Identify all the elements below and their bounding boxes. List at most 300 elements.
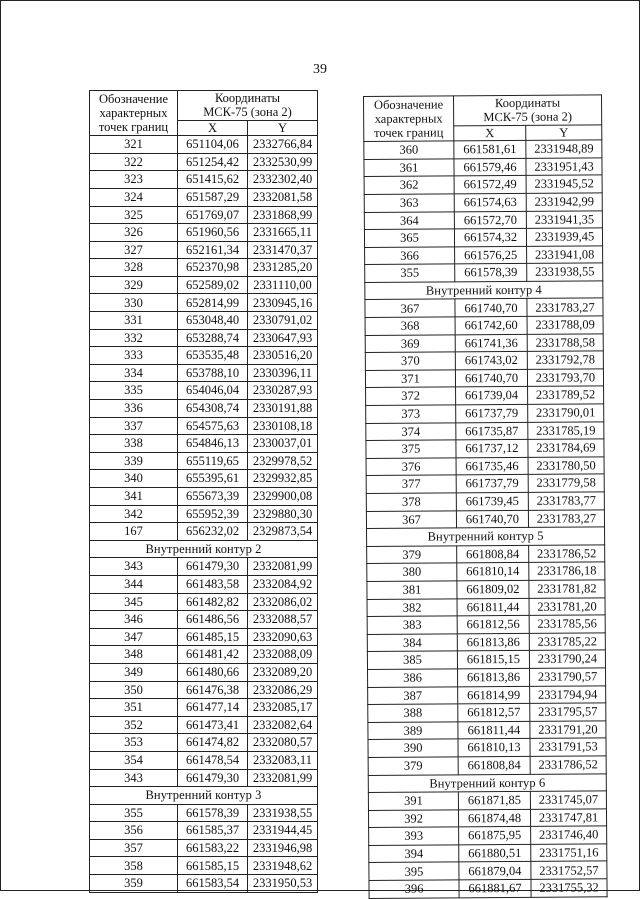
point-number-cell: 375 [366, 440, 456, 458]
x-coordinate-cell: 661578,39 [178, 804, 248, 822]
table-row [366, 439, 604, 458]
point-number-cell: 355 [365, 264, 455, 282]
table-row [90, 470, 318, 488]
table-row [368, 791, 606, 810]
x-coordinate-cell: 651587,29 [178, 188, 248, 206]
x-coordinate-cell: 651104,06 [178, 136, 248, 154]
point-number-cell: 386 [368, 669, 458, 687]
table-row [364, 175, 602, 194]
contour-group-title: Внутренний контур 6 [368, 773, 606, 792]
coords-header-line1: Координаты [214, 91, 281, 105]
y-coordinate-cell: 2331794,94 [530, 685, 606, 703]
y-coordinate-cell: 2332081,99 [248, 769, 318, 787]
table-row [90, 400, 318, 418]
table-row [365, 246, 603, 265]
x-coordinate-cell: 661879,04 [459, 862, 531, 880]
point-number-cell: 378 [366, 493, 456, 511]
x-coordinate-cell: 651960,56 [178, 224, 248, 242]
table-row [90, 224, 318, 242]
x-coordinate-cell: 654046,04 [178, 382, 248, 400]
y-coordinate-cell: 2330108,18 [248, 417, 318, 435]
y-coordinate-cell: 2332090,63 [248, 628, 318, 646]
y-coordinate-cell: 2331746,40 [531, 826, 607, 844]
y-coordinate-cell: 2331783,77 [528, 492, 604, 510]
y-coordinate-cell: 2331948,89 [526, 140, 602, 158]
x-coordinate-cell: 661739,04 [456, 387, 528, 405]
page-number: 39 [313, 62, 327, 77]
point-number-cell: 342 [90, 505, 178, 523]
table-row [365, 316, 603, 335]
contour-group-title: Внутренний контур 4 [365, 281, 603, 300]
x-coordinate-cell: 661583,54 [178, 875, 248, 893]
table-row [90, 452, 318, 470]
x-coordinate-cell: 661880,51 [459, 844, 531, 862]
point-number-cell: 364 [364, 211, 454, 229]
point-number-cell: 358 [90, 857, 178, 875]
y-coordinate-cell: 2331785,56 [529, 615, 605, 633]
table-row [90, 136, 318, 154]
point-number-cell: 340 [90, 470, 178, 488]
y-coordinate-cell: 2331945,52 [526, 175, 602, 193]
point-number-cell: 343 [90, 558, 178, 576]
x-coordinate-cell: 661740,70 [456, 510, 528, 528]
y-coordinate-cell: 2331793,70 [527, 369, 603, 387]
x-coordinate-cell: 661875,95 [459, 827, 531, 845]
table-row [90, 488, 318, 506]
table-row [366, 509, 604, 528]
table-row [369, 826, 607, 845]
table-row [368, 703, 606, 722]
table-row [90, 276, 318, 294]
x-coordinate-cell: 661735,87 [456, 422, 528, 440]
x-coordinate-cell: 661740,70 [455, 369, 527, 387]
point-number-cell: 384 [367, 634, 457, 652]
contour-group-row [368, 773, 606, 792]
table-row [365, 351, 603, 370]
table-row [90, 875, 318, 893]
point-number-cell: 396 [369, 880, 459, 898]
table-row [366, 421, 604, 440]
table-row [367, 615, 605, 634]
y-coordinate-cell: 2332086,02 [248, 593, 318, 611]
table-row [90, 435, 318, 453]
point-number-cell: 374 [366, 422, 456, 440]
y-header: Y [526, 125, 602, 141]
x-header: X [178, 120, 248, 135]
table-row [90, 558, 318, 576]
y-coordinate-cell: 2331941,35 [526, 210, 602, 228]
point-number-cell: 333 [90, 347, 178, 365]
y-coordinate-cell: 2330647,93 [248, 329, 318, 347]
table-row [90, 347, 318, 365]
point-number-cell: 381 [367, 581, 457, 599]
x-coordinate-cell: 661473,41 [178, 716, 248, 734]
point-header-line1: Обозначение [98, 91, 169, 106]
point-number-cell: 393 [369, 827, 459, 845]
x-coordinate-cell: 651415,62 [178, 171, 248, 189]
table-row [90, 716, 318, 734]
x-coordinate-cell: 661874,48 [458, 809, 530, 827]
contour-group-title: Внутренний контур 2 [90, 540, 318, 558]
point-number-cell: 327 [90, 241, 178, 259]
x-coordinate-cell: 653048,40 [178, 312, 248, 330]
point-number-cell: 390 [368, 739, 458, 757]
point-number-cell: 373 [366, 405, 456, 423]
x-coordinate-cell: 652370,98 [178, 259, 248, 277]
point-header-line2: характерных [99, 105, 168, 120]
y-coordinate-cell: 2331751,16 [531, 844, 607, 862]
y-coordinate-cell: 2332081,58 [248, 188, 318, 206]
x-coordinate-cell: 661579,46 [454, 158, 526, 176]
x-coordinate-cell: 661574,63 [454, 193, 526, 211]
point-number-cell: 331 [90, 312, 178, 330]
table-row [90, 751, 318, 769]
x-coordinate-cell: 651254,42 [178, 153, 248, 171]
coords-header-line1: Координаты [494, 95, 561, 111]
table-row [368, 809, 606, 828]
point-number-cell: 339 [90, 452, 178, 470]
table-row [90, 153, 318, 171]
table-row [90, 188, 318, 206]
y-coordinate-cell: 2331779,58 [528, 474, 604, 492]
point-number-cell: 392 [368, 810, 458, 828]
x-coordinate-cell: 661808,84 [458, 756, 530, 774]
y-coordinate-cell: 2331781,82 [529, 580, 605, 598]
y-coordinate-cell: 2332082,64 [248, 716, 318, 734]
x-coordinate-cell: 661741,36 [455, 334, 527, 352]
x-coordinate-cell: 661737,79 [456, 404, 528, 422]
x-coordinate-cell: 661485,15 [178, 628, 248, 646]
point-number-cell: 332 [90, 329, 178, 347]
table-row [366, 386, 604, 405]
x-coordinate-cell: 661572,49 [454, 176, 526, 194]
y-coordinate-cell: 2331948,62 [248, 857, 318, 875]
table-row [365, 333, 603, 352]
table-row [365, 298, 603, 317]
point-number-cell: 337 [90, 417, 178, 435]
point-number-cell: 355 [90, 804, 178, 822]
point-number-cell: 341 [90, 488, 178, 506]
table-row [90, 646, 318, 664]
x-coordinate-cell: 661486,56 [178, 611, 248, 629]
point-number-cell: 367 [365, 299, 455, 317]
y-coordinate-cell: 2331790,24 [529, 650, 605, 668]
y-coordinate-cell: 2331786,18 [529, 562, 605, 580]
y-coordinate-cell: 2331786,52 [530, 756, 606, 774]
point-number-cell: 351 [90, 699, 178, 717]
x-coordinate-cell: 661881,67 [459, 879, 531, 897]
x-coordinate-cell: 661585,15 [178, 857, 248, 875]
point-number-cell: 367 [366, 510, 456, 528]
y-coordinate-cell: 2331790,57 [529, 668, 605, 686]
y-coordinate-cell: 2331110,00 [248, 276, 318, 294]
contour-group-row [365, 281, 603, 300]
table-row [90, 734, 318, 752]
point-number-cell: 330 [90, 294, 178, 312]
x-coordinate-cell: 655395,61 [178, 470, 248, 488]
table-row [364, 210, 602, 229]
table-row [367, 597, 605, 616]
point-number-cell: 382 [367, 598, 457, 616]
contour-group-row [90, 540, 318, 558]
point-number-cell: 325 [90, 206, 178, 224]
x-coordinate-cell: 661572,70 [454, 211, 526, 229]
point-number-cell: 350 [90, 681, 178, 699]
x-coordinate-cell: 661585,37 [178, 822, 248, 840]
point-number-cell: 344 [90, 575, 178, 593]
coordinates-table-right [363, 94, 608, 898]
x-coordinate-cell: 661735,46 [456, 457, 528, 475]
x-coordinate-cell: 661814,99 [458, 686, 530, 704]
point-number-cell: 336 [90, 400, 178, 418]
contour-group-title: Внутренний контур 5 [367, 527, 605, 546]
x-coordinate-cell: 661480,66 [178, 663, 248, 681]
y-coordinate-cell: 2331747,81 [530, 809, 606, 827]
table-row [90, 822, 318, 840]
coordinates-table-left [89, 90, 318, 893]
x-coordinate-cell: 653788,10 [178, 364, 248, 382]
x-header: X [454, 125, 526, 141]
point-number-cell: 366 [365, 247, 455, 265]
x-coordinate-cell: 661576,25 [455, 246, 527, 264]
table-row [90, 294, 318, 312]
x-coordinate-cell: 661737,79 [456, 475, 528, 493]
contour-group-row [90, 787, 318, 805]
table-row [367, 562, 605, 581]
point-number-cell: 167 [90, 523, 178, 541]
table-row [90, 769, 318, 787]
table-row [369, 844, 607, 863]
x-coordinate-cell: 656232,02 [178, 523, 248, 541]
table-row [90, 364, 318, 382]
point-header-line3: точек границ [374, 125, 444, 141]
x-coordinate-cell: 655119,65 [178, 452, 248, 470]
x-coordinate-cell: 661811,44 [457, 598, 529, 616]
point-number-cell: 346 [90, 611, 178, 629]
y-coordinate-cell: 2331946,98 [248, 839, 318, 857]
y-coordinate-cell: 2332084,92 [248, 575, 318, 593]
y-coordinate-cell: 2332766,84 [248, 136, 318, 154]
x-coordinate-cell: 661581,61 [454, 140, 526, 158]
y-coordinate-cell: 2332089,20 [248, 663, 318, 681]
y-coordinate-cell: 2331795,57 [530, 703, 606, 721]
y-coordinate-cell: 2331868,99 [248, 206, 318, 224]
point-number-cell: 379 [368, 757, 458, 775]
table-row [368, 738, 606, 757]
point-number-cell: 391 [368, 792, 458, 810]
x-coordinate-cell: 661739,45 [456, 492, 528, 510]
point-number-cell: 395 [369, 862, 459, 880]
table-row [90, 611, 318, 629]
table-row [368, 668, 606, 687]
table-row [365, 369, 603, 388]
x-coordinate-cell: 655952,39 [178, 505, 248, 523]
y-coordinate-cell: 2332088,57 [248, 611, 318, 629]
y-coordinate-cell: 2330191,88 [248, 400, 318, 418]
table-row [90, 312, 318, 330]
y-coordinate-cell: 2331780,50 [528, 457, 604, 475]
point-number-cell: 343 [90, 769, 178, 787]
table-row [364, 228, 602, 247]
x-coordinate-cell: 661476,38 [178, 681, 248, 699]
y-coordinate-cell: 2332086,29 [248, 681, 318, 699]
y-coordinate-cell: 2332530,99 [248, 153, 318, 171]
y-coordinate-cell: 2331792,78 [527, 351, 603, 369]
point-number-cell: 362 [364, 176, 454, 194]
y-coordinate-cell: 2329873,54 [248, 523, 318, 541]
y-coordinate-cell: 2330791,02 [248, 312, 318, 330]
contour-group-row [367, 527, 605, 546]
point-header-line3: точек границ [98, 120, 169, 135]
y-coordinate-cell: 2331752,57 [531, 861, 607, 879]
table-row [90, 382, 318, 400]
table-row [365, 263, 603, 282]
y-coordinate-cell: 2329978,52 [248, 452, 318, 470]
table-row [369, 861, 607, 880]
point-number-cell: 365 [364, 229, 454, 247]
x-coordinate-cell: 661479,30 [178, 558, 248, 576]
y-coordinate-cell: 2331785,19 [528, 421, 604, 439]
point-number-cell: 347 [90, 628, 178, 646]
x-coordinate-cell: 661810,13 [458, 739, 530, 757]
point-number-cell: 329 [90, 276, 178, 294]
point-number-cell: 348 [90, 646, 178, 664]
y-coordinate-cell: 2331938,55 [527, 263, 603, 281]
y-coordinate-cell: 2331785,22 [529, 633, 605, 651]
x-coordinate-cell: 651769,07 [178, 206, 248, 224]
point-number-cell: 383 [367, 616, 457, 634]
y-coordinate-cell: 2332085,17 [248, 699, 318, 717]
table-row [369, 879, 607, 898]
table-row [367, 633, 605, 652]
table-row [367, 580, 605, 599]
table-row [90, 593, 318, 611]
y-coordinate-cell: 2331665,11 [248, 224, 318, 242]
x-coordinate-cell: 661481,42 [178, 646, 248, 664]
point-number-cell: 371 [365, 370, 455, 388]
point-number-cell: 323 [90, 171, 178, 189]
point-number-cell: 394 [369, 845, 459, 863]
y-coordinate-cell: 2331938,55 [248, 804, 318, 822]
table-row [364, 158, 602, 177]
table-row [367, 650, 605, 669]
y-coordinate-cell: 2331939,45 [526, 228, 602, 246]
y-coordinate-cell: 2331285,20 [248, 259, 318, 277]
left-table-body [90, 136, 318, 893]
point-number-cell: 388 [368, 704, 458, 722]
point-number-cell: 368 [365, 317, 455, 335]
point-number-cell: 334 [90, 364, 178, 382]
point-number-cell: 335 [90, 382, 178, 400]
table-row [366, 404, 604, 423]
point-number-cell: 349 [90, 663, 178, 681]
table-row [90, 857, 318, 875]
x-coordinate-cell: 661477,14 [178, 699, 248, 717]
x-coordinate-cell: 654308,74 [178, 400, 248, 418]
x-coordinate-cell: 661812,57 [458, 703, 530, 721]
y-coordinate-cell: 2331788,58 [527, 333, 603, 351]
y-coordinate-cell: 2332088,09 [248, 646, 318, 664]
point-number-cell: 354 [90, 751, 178, 769]
y-coordinate-cell: 2332302,40 [248, 171, 318, 189]
point-header [90, 91, 178, 136]
point-number-cell: 379 [367, 546, 457, 564]
y-coordinate-cell: 2331783,27 [527, 298, 603, 316]
x-coordinate-cell: 655673,39 [178, 488, 248, 506]
x-coordinate-cell: 652589,02 [178, 276, 248, 294]
x-coordinate-cell: 661813,86 [458, 668, 530, 686]
table-row [364, 140, 602, 159]
x-coordinate-cell: 652161,34 [178, 241, 248, 259]
table-row [367, 545, 605, 564]
point-number-cell: 376 [366, 458, 456, 476]
point-header-line2: характерных [374, 111, 443, 126]
x-coordinate-cell: 661811,44 [458, 721, 530, 739]
point-number-cell: 377 [366, 475, 456, 493]
x-coordinate-cell: 661478,54 [178, 751, 248, 769]
x-coordinate-cell: 653535,48 [178, 347, 248, 365]
x-coordinate-cell: 661812,56 [457, 616, 529, 634]
x-coordinate-cell: 661809,02 [457, 580, 529, 598]
table-row [368, 756, 606, 775]
x-coordinate-cell: 661742,60 [455, 316, 527, 334]
x-coordinate-cell: 661574,32 [454, 228, 526, 246]
point-number-cell: 353 [90, 734, 178, 752]
x-coordinate-cell: 661815,15 [457, 651, 529, 669]
y-coordinate-cell: 2331941,08 [527, 246, 603, 264]
point-number-cell: 321 [90, 136, 178, 154]
point-number-cell: 372 [366, 387, 456, 405]
y-coordinate-cell: 2330945,16 [248, 294, 318, 312]
x-coordinate-cell: 661740,70 [455, 299, 527, 317]
x-coordinate-cell: 654846,13 [178, 435, 248, 453]
point-number-cell: 387 [368, 686, 458, 704]
x-coordinate-cell: 661743,02 [455, 352, 527, 370]
table-row [90, 699, 318, 717]
coords-header [454, 95, 602, 126]
y-coordinate-cell: 2332080,57 [248, 734, 318, 752]
y-coordinate-cell: 2330396,11 [248, 364, 318, 382]
point-number-cell: 324 [90, 188, 178, 206]
y-coordinate-cell: 2331791,53 [530, 738, 606, 756]
point-number-cell: 361 [364, 159, 454, 177]
table-row [368, 685, 606, 704]
contour-group-title: Внутренний контур 3 [90, 787, 318, 805]
y-coordinate-cell: 2329900,08 [248, 488, 318, 506]
x-coordinate-cell: 661813,86 [457, 633, 529, 651]
y-coordinate-cell: 2331790,01 [528, 404, 604, 422]
coords-header-line2: МСК-75 (зона 2) [483, 109, 573, 125]
x-coordinate-cell: 653288,74 [178, 329, 248, 347]
x-coordinate-cell: 652814,99 [178, 294, 248, 312]
y-header: Y [248, 120, 318, 135]
x-coordinate-cell: 661871,85 [458, 791, 530, 809]
y-coordinate-cell: 2331788,09 [527, 316, 603, 334]
point-number-cell: 360 [364, 141, 454, 159]
table-row [366, 492, 604, 511]
table-row [90, 681, 318, 699]
point-number-cell: 328 [90, 259, 178, 277]
x-coordinate-cell: 661479,30 [178, 769, 248, 787]
y-coordinate-cell: 2331944,45 [248, 822, 318, 840]
y-coordinate-cell: 2331783,27 [528, 509, 604, 527]
point-number-cell: 357 [90, 839, 178, 857]
x-coordinate-cell: 661808,84 [457, 545, 529, 563]
x-coordinate-cell: 661483,58 [178, 575, 248, 593]
table-row [368, 721, 606, 740]
y-coordinate-cell: 2331950,53 [248, 875, 318, 893]
table-row [90, 206, 318, 224]
